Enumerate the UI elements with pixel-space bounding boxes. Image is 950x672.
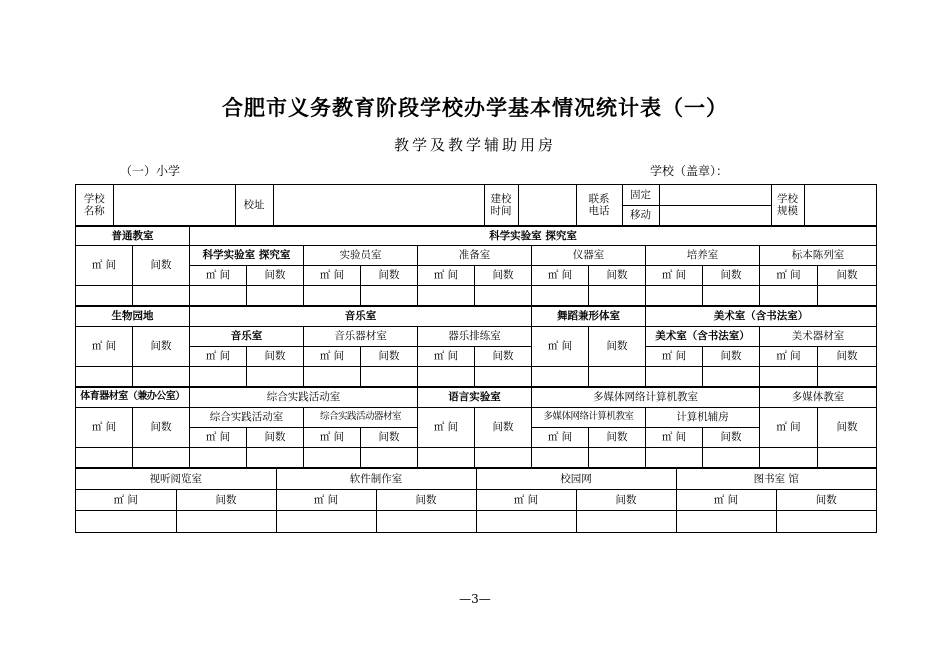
area-unit: ㎡ 间 (304, 427, 361, 447)
school-info-table (76, 185, 877, 225)
page-subtitle: 教学及教学辅助用房 (393, 136, 556, 154)
count-unit: 间数 (247, 346, 304, 366)
campus-network-header: 校园网 (476, 469, 676, 489)
area-unit: ㎡ 间 (76, 326, 133, 366)
area-unit: ㎡ 间 (532, 326, 589, 366)
data-row (76, 285, 877, 306)
count-unit: 间数 (247, 265, 304, 285)
area-unit: ㎡ 间 (418, 346, 475, 366)
art-group-header: 美术室（含书法室） (646, 306, 877, 326)
address-label: 校址 (235, 185, 273, 225)
page-title: 合肥市义务教育阶段学校办学基本情况统计表（一） (222, 96, 728, 120)
area-unit: ㎡ 间 (676, 490, 776, 510)
area-unit: ㎡ 间 (646, 265, 703, 285)
scale-field[interactable] (804, 185, 877, 225)
mobile-label: 移动 (622, 205, 659, 225)
area-unit: ㎡ 间 (76, 490, 176, 510)
specimen-room-header: 标本陈列室 (760, 245, 877, 265)
area-unit: ㎡ 间 (476, 490, 576, 510)
landline-field[interactable] (659, 185, 771, 205)
count-unit: 间数 (818, 346, 877, 366)
area-unit: ㎡ 间 (190, 427, 247, 447)
area-unit: ㎡ 间 (532, 265, 589, 285)
count-unit: 间数 (133, 407, 190, 447)
count-unit: 间数 (361, 427, 418, 447)
count-unit: 间数 (703, 346, 760, 366)
regular-classroom-header: 普通教室 (76, 226, 190, 245)
prep-room-header: 准备室 (418, 245, 532, 265)
mobile-field[interactable] (659, 205, 771, 225)
multimedia-room-header: 多媒体教室 (760, 387, 877, 407)
media-rooms-header-table (76, 469, 876, 489)
instrument-rehearsal-room-header: 器乐排练室 (418, 326, 532, 346)
count-unit: 间数 (818, 407, 877, 447)
music-room-header: 音乐室 (190, 326, 304, 346)
area-unit: ㎡ 间 (418, 265, 475, 285)
instrument-room-header: 仪器室 (532, 245, 646, 265)
language-lab-header: 语言实验室 (418, 387, 532, 407)
count-unit: 间数 (247, 427, 304, 447)
count-unit: 间数 (475, 346, 532, 366)
data-row (76, 447, 877, 468)
area-unit: ㎡ 间 (304, 265, 361, 285)
area-unit: ㎡ 间 (76, 407, 133, 447)
statistics-table (75, 184, 877, 533)
count-unit: 间数 (361, 346, 418, 366)
area-unit: ㎡ 间 (646, 427, 703, 447)
count-unit: 间数 (376, 490, 476, 510)
count-unit: 间数 (818, 265, 877, 285)
area-unit: ㎡ 间 (418, 407, 475, 447)
practice-group-header: 综合实践活动室 (190, 387, 418, 407)
area-unit: ㎡ 间 (760, 346, 818, 366)
software-room-header: 软件制作室 (276, 469, 476, 489)
data-row (76, 366, 877, 387)
count-unit: 间数 (589, 326, 646, 366)
area-unit: ㎡ 间 (276, 490, 376, 510)
practice-room-header: 综合实践活动室 (190, 407, 304, 427)
count-unit: 间数 (589, 427, 646, 447)
art-equipment-room-header: 美术器材室 (760, 326, 877, 346)
science-lab-group-header: 科学实验室 探究室 (190, 226, 877, 245)
count-unit: 间数 (361, 265, 418, 285)
data-row (76, 511, 877, 533)
landline-label: 固定 (622, 185, 659, 205)
computer-aux-room-header: 计算机辅房 (646, 407, 760, 427)
count-unit: 间数 (589, 265, 646, 285)
count-unit: 间数 (815, 494, 837, 506)
school-type-label: （一）小学 (120, 164, 181, 178)
count-unit: 间数 (703, 427, 760, 447)
library-header: 图书室 馆 (753, 473, 799, 485)
count-unit: 间数 (133, 245, 190, 285)
founded-field[interactable] (518, 185, 576, 225)
school-name-field[interactable] (113, 185, 235, 225)
area-unit: ㎡ 间 (190, 265, 247, 285)
music-equipment-room-header: 音乐器材室 (304, 326, 418, 346)
art-room-header: 美术室（含书法室） (646, 326, 760, 346)
school-name-label: 学校 名称 (76, 185, 113, 225)
av-reading-room-header: 视听阅览室 (76, 469, 276, 489)
science-lab-header: 科学实验室 探究室 (190, 245, 304, 265)
area-unit: ㎡ 间 (190, 346, 247, 366)
computer-group-header: 多媒体网络计算机教室 (532, 387, 760, 407)
phone-label: 联系 电话 (576, 185, 622, 225)
page-number: —3— (459, 592, 491, 606)
area-unit: ㎡ 间 (76, 245, 133, 285)
lab-staff-room-header: 实验员室 (304, 245, 418, 265)
address-field[interactable] (273, 185, 484, 225)
count-unit: 间数 (475, 407, 532, 447)
count-unit: 间数 (703, 265, 760, 285)
dance-room-header: 舞蹈兼形体室 (532, 306, 646, 326)
music-group-header: 音乐室 (190, 306, 532, 326)
scale-label: 学校 规模 (771, 185, 804, 225)
culture-room-header: 培养室 (646, 245, 760, 265)
count-unit: 间数 (475, 265, 532, 285)
media-rooms-units-table (76, 490, 876, 510)
pe-equipment-room-header: 体育器材室（兼办公室） (76, 387, 190, 407)
area-unit: ㎡ 间 (304, 346, 361, 366)
area-unit: ㎡ 间 (760, 407, 818, 447)
count-unit: 间数 (176, 490, 276, 510)
computer-room-header: 多媒体网络计算机教室 (532, 407, 646, 427)
count-unit: 间数 (133, 326, 190, 366)
practice-equipment-room-header: 综合实践活动器材室 (304, 407, 418, 427)
area-unit: ㎡ 间 (532, 427, 589, 447)
school-stamp-label: 学校（盖章）： (650, 164, 729, 178)
media-rooms-data-table (76, 511, 876, 532)
biology-garden-header: 生物园地 (76, 306, 190, 326)
area-unit: ㎡ 间 (646, 346, 703, 366)
founded-label: 建校 时间 (484, 185, 518, 225)
count-unit: 间数 (576, 490, 676, 510)
area-unit: ㎡ 间 (760, 265, 818, 285)
